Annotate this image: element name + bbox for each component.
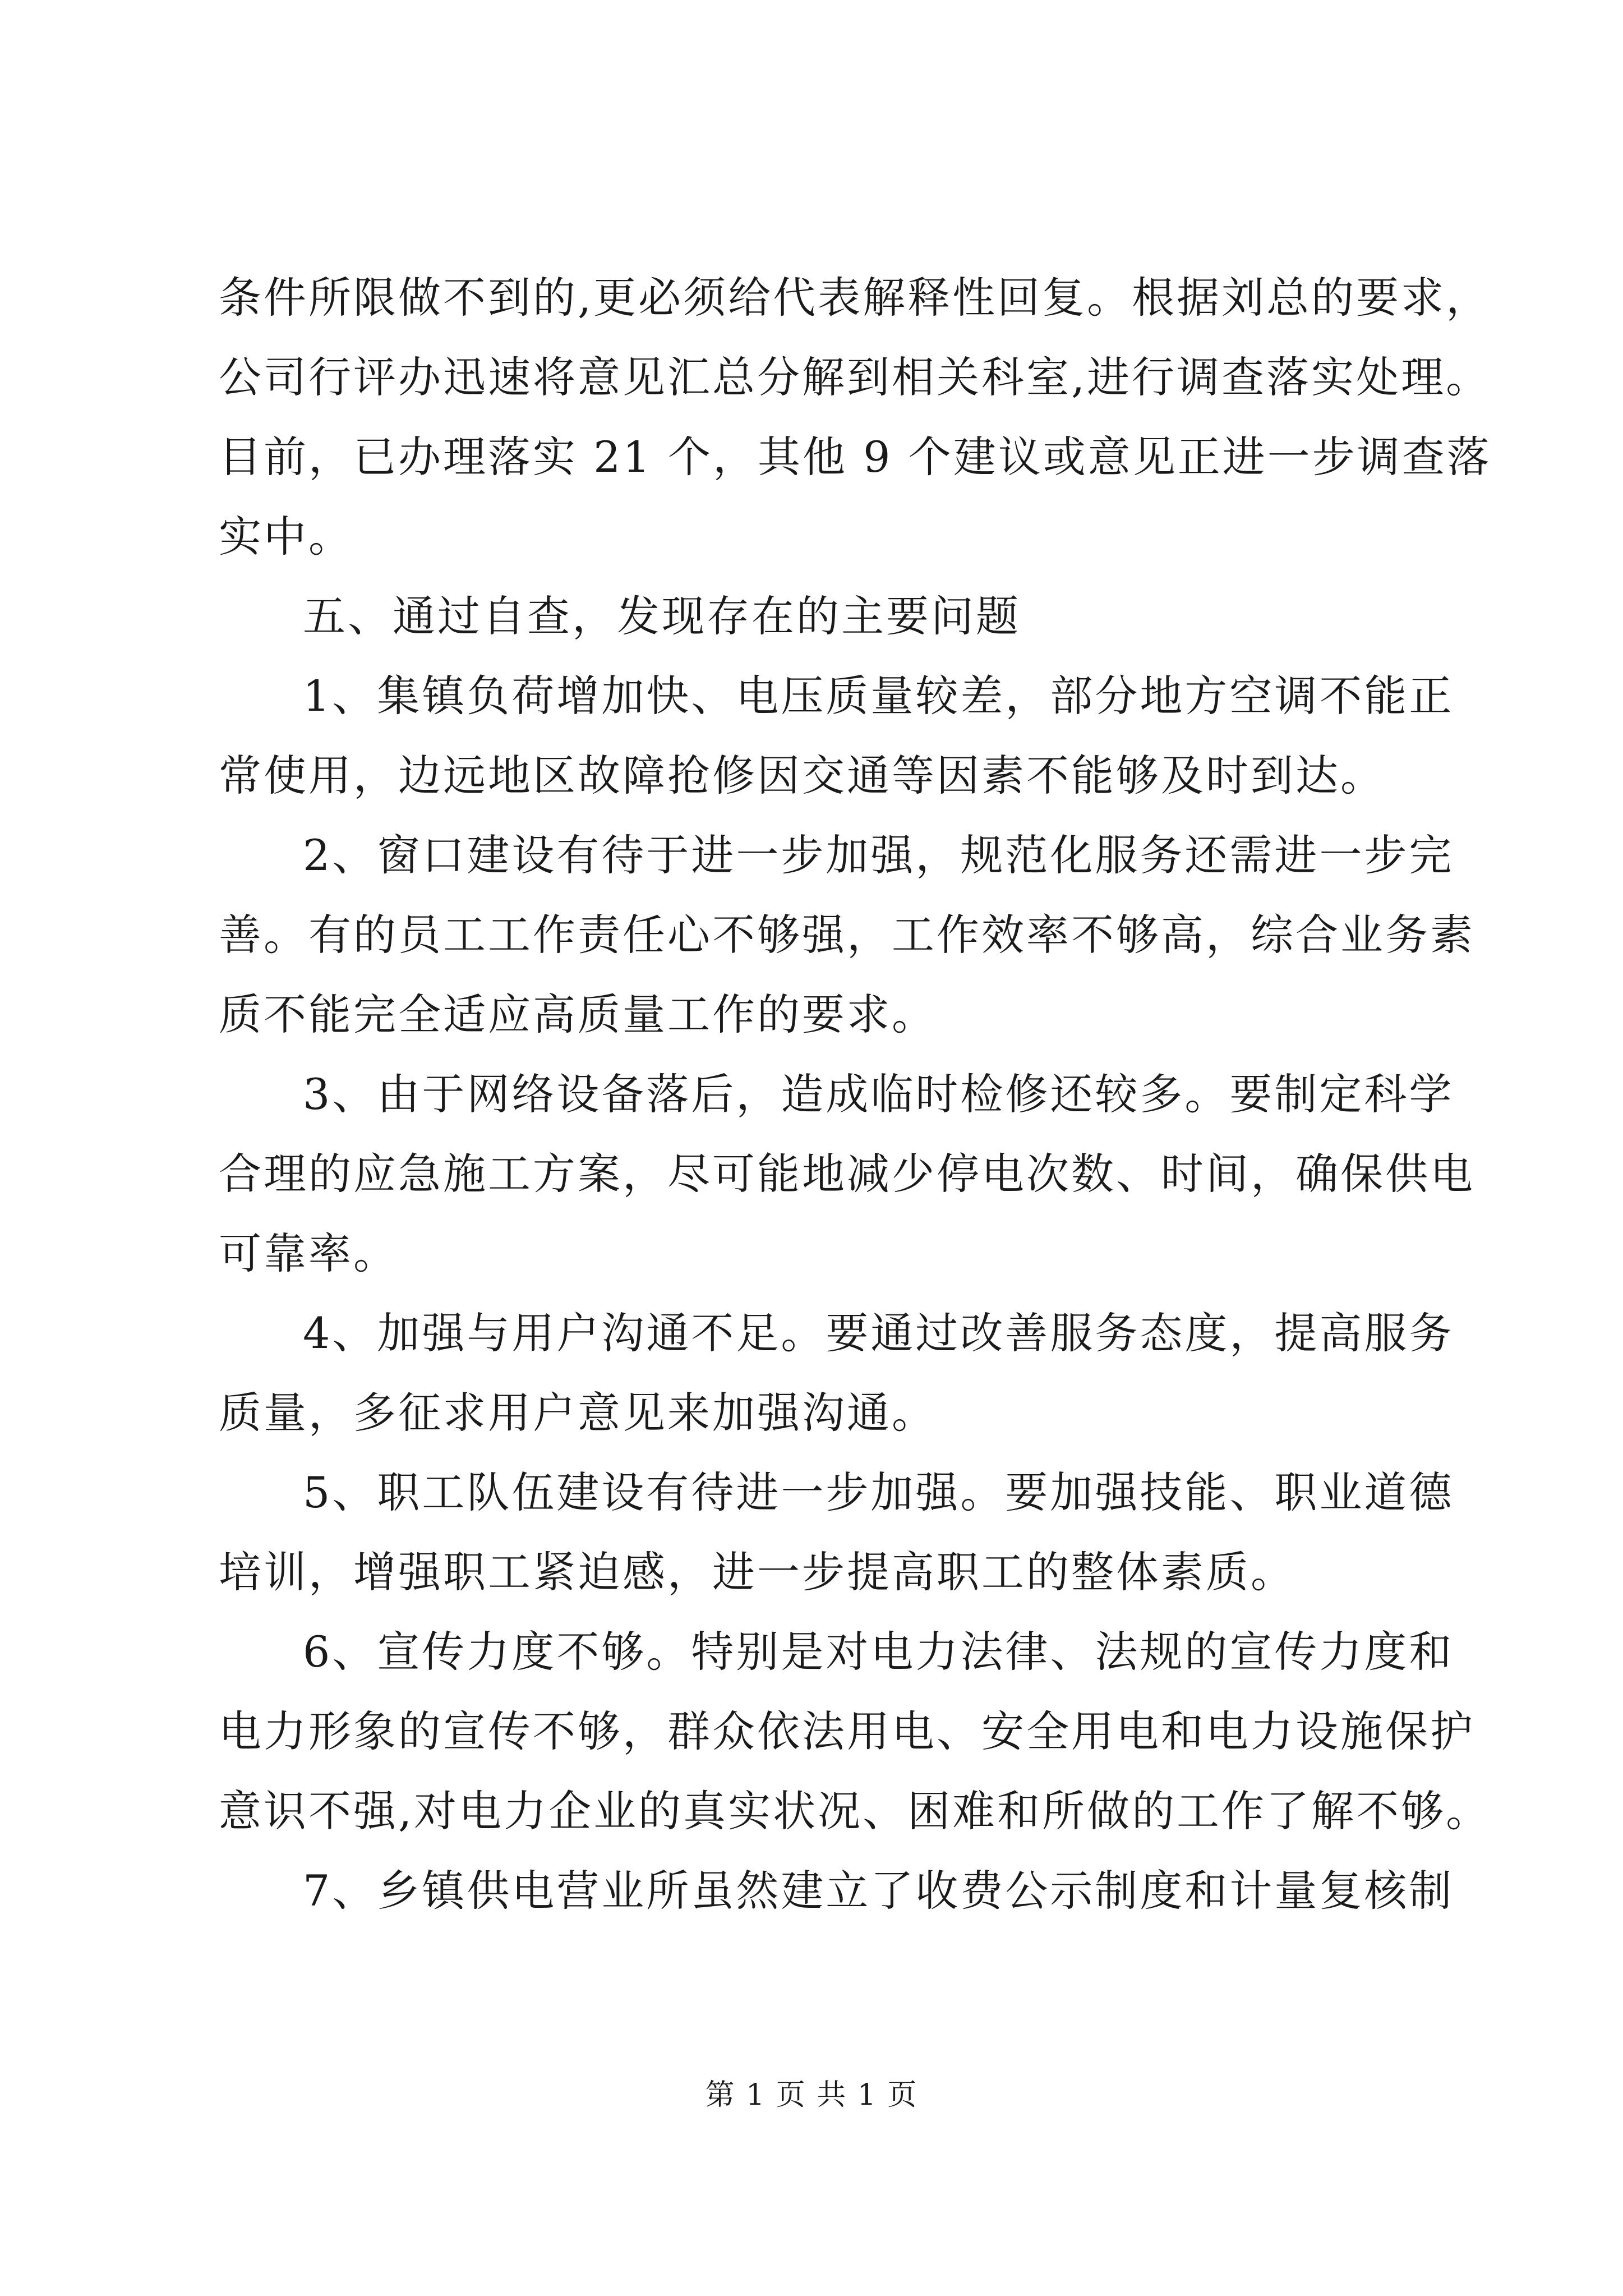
text-line: 常使用，边远地区故障抢修因交通等因素不能够及时到达。: [219, 751, 1385, 800]
text-line: 2、窗口建设有待于进一步加强，规范化服务还需进一步完: [303, 830, 1454, 880]
text-line: 4、加强与用户沟通不足。要通过改善服务态度，提高服务: [303, 1308, 1454, 1358]
text-line: 3、由于网络设备落后，造成临时检修还较多。要制定科学: [303, 1069, 1454, 1119]
text-line: 5、职工队伍建设有待进一步加强。要加强技能、职业道德: [303, 1467, 1454, 1517]
text-line: 实中。: [219, 512, 353, 562]
text-line: 1、集镇负荷增加快、电压质量较差，部分地方空调不能正: [303, 671, 1454, 721]
text-line: 合理的应急施工方案，尽可能地减少停电次数、时间，确保供电: [219, 1149, 1475, 1199]
text-line: 可靠率。: [219, 1228, 398, 1278]
text-line: 质不能完全适应高质量工作的要求。: [219, 990, 937, 1039]
text-line: 电力形象的宣传不够，群众依法用电、安全用电和电力设施保护: [219, 1706, 1475, 1756]
page-number-label: 第 1 页 共 1 页: [705, 2078, 918, 2112]
text-line: 6、宣传力度不够。特别是对电力法律、法规的宣传力度和: [303, 1627, 1454, 1677]
text-line: 公司行评办迅速将意见汇总分解到相关科室,进行调查落实处理。: [219, 352, 1491, 402]
text-line: 意识不强,对电力企业的真实状况、困难和所做的工作了解不够。: [219, 1786, 1491, 1836]
page-footer: [0, 2076, 1623, 2115]
text-line: 目前，已办理落实 21 个，其他 9 个建议或意见正进一步调查落: [219, 432, 1492, 482]
document-body: [219, 258, 1492, 1931]
text-line: 7、乡镇供电营业所虽然建立了收费公示制度和计量复核制: [303, 1866, 1454, 1916]
text-line: 善。有的员工工作责任心不够强，工作效率不够高，综合业务素: [219, 910, 1475, 960]
text-line: 条件所限做不到的,更必须给代表解释性回复。根据刘总的要求，: [219, 273, 1491, 323]
text-line: 培训，增强职工紧迫感，进一步提高职工的整体素质。: [219, 1547, 1295, 1597]
section-heading: 五、通过自查，发现存在的主要问题: [303, 591, 1021, 641]
text-line: 质量，多征求用户意见来加强沟通。: [219, 1388, 937, 1438]
